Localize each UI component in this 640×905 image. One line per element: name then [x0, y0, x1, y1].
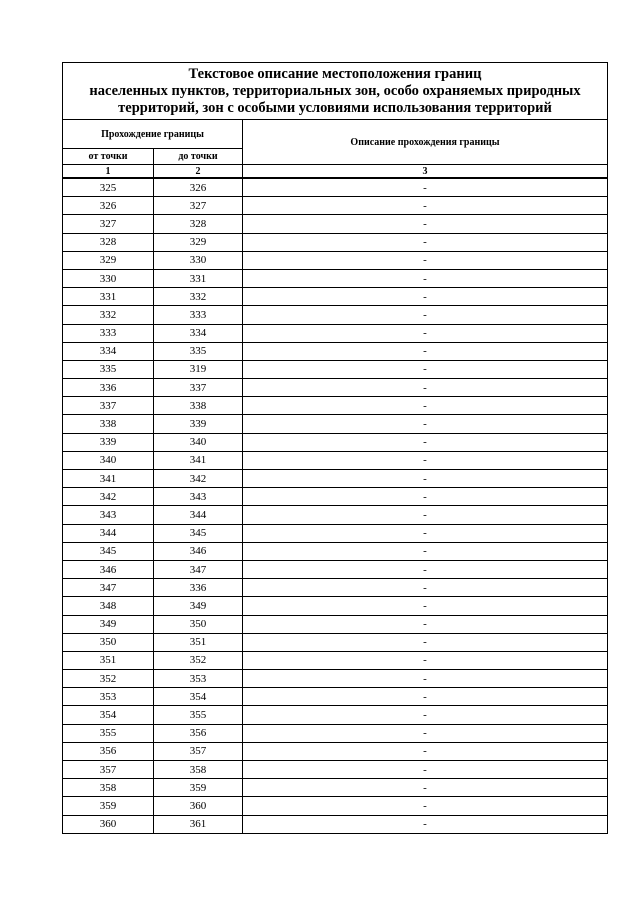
to-point-cell: 344: [154, 506, 243, 524]
from-point-cell: 342: [63, 488, 154, 506]
table-row: [63, 342, 608, 360]
from-point-cell: 331: [63, 288, 154, 306]
description-cell: -: [243, 524, 608, 542]
boundary-description-document: [62, 62, 607, 834]
description-cell: -: [243, 633, 608, 651]
table-row: [63, 470, 608, 488]
description-cell: -: [243, 197, 608, 215]
to-point-cell: 350: [154, 615, 243, 633]
description-cell: -: [243, 379, 608, 397]
from-point-cell: 358: [63, 779, 154, 797]
description-cell: -: [243, 324, 608, 342]
from-point-cell: 328: [63, 233, 154, 251]
from-point-cell: 355: [63, 724, 154, 742]
to-point-cell: 326: [154, 178, 243, 197]
to-point-cell: 341: [154, 451, 243, 469]
table-row: [63, 215, 608, 233]
to-point-cell: 361: [154, 815, 243, 833]
to-point-cell: 346: [154, 542, 243, 560]
table-row: [63, 597, 608, 615]
table-row: [63, 324, 608, 342]
column-number-3: 3: [243, 165, 608, 179]
table-row: [63, 288, 608, 306]
table-row: [63, 415, 608, 433]
to-point-cell: 336: [154, 579, 243, 597]
table-row: [63, 397, 608, 415]
table-row: [63, 724, 608, 742]
table-body: [63, 178, 608, 833]
from-point-cell: 346: [63, 560, 154, 578]
table-row: [63, 560, 608, 578]
from-point-cell: 350: [63, 633, 154, 651]
from-point-cell: 325: [63, 178, 154, 197]
header-boundary-passage: Прохождение границы: [63, 120, 243, 149]
to-point-cell: 338: [154, 397, 243, 415]
from-point-cell: 341: [63, 470, 154, 488]
to-point-cell: 335: [154, 342, 243, 360]
description-cell: -: [243, 688, 608, 706]
boundary-table: [62, 62, 608, 834]
title-line-2: населенных пунктов, территориальных зон, особо охраняемых природных: [89, 82, 581, 99]
from-point-cell: 344: [63, 524, 154, 542]
document-title: [63, 63, 608, 120]
to-point-cell: 337: [154, 379, 243, 397]
description-cell: -: [243, 815, 608, 833]
from-point-cell: 327: [63, 215, 154, 233]
description-cell: -: [243, 542, 608, 560]
to-point-cell: 332: [154, 288, 243, 306]
description-cell: -: [243, 560, 608, 578]
to-point-cell: 340: [154, 433, 243, 451]
description-cell: -: [243, 579, 608, 597]
from-point-cell: 334: [63, 342, 154, 360]
header-from-point: от точки: [63, 149, 154, 165]
to-point-cell: 353: [154, 670, 243, 688]
to-point-cell: 345: [154, 524, 243, 542]
from-point-cell: 354: [63, 706, 154, 724]
description-cell: -: [243, 360, 608, 378]
title-line-1: Текстовое описание местоположения границ: [188, 65, 482, 82]
table-row: [63, 761, 608, 779]
from-point-cell: 357: [63, 761, 154, 779]
description-cell: -: [243, 470, 608, 488]
description-cell: -: [243, 615, 608, 633]
from-point-cell: 359: [63, 797, 154, 815]
to-point-cell: 352: [154, 651, 243, 669]
table-row: [63, 178, 608, 197]
table-row: [63, 506, 608, 524]
to-point-cell: 343: [154, 488, 243, 506]
to-point-cell: 333: [154, 306, 243, 324]
from-point-cell: 356: [63, 742, 154, 760]
table-row: [63, 688, 608, 706]
description-cell: -: [243, 433, 608, 451]
to-point-cell: 347: [154, 560, 243, 578]
description-cell: -: [243, 724, 608, 742]
header-boundary-description: Описание прохождения границы: [243, 120, 608, 165]
description-cell: -: [243, 742, 608, 760]
from-point-cell: 345: [63, 542, 154, 560]
from-point-cell: 348: [63, 597, 154, 615]
from-point-cell: 337: [63, 397, 154, 415]
from-point-cell: 329: [63, 251, 154, 269]
description-cell: -: [243, 797, 608, 815]
description-cell: -: [243, 761, 608, 779]
to-point-cell: 355: [154, 706, 243, 724]
table-row: [63, 779, 608, 797]
description-cell: -: [243, 706, 608, 724]
table-row: [63, 360, 608, 378]
table-row: [63, 451, 608, 469]
to-point-cell: 319: [154, 360, 243, 378]
description-cell: -: [243, 451, 608, 469]
from-point-cell: 351: [63, 651, 154, 669]
title-line-3: территорий, зон с особыми условиями использования территорий: [118, 99, 552, 116]
to-point-cell: 354: [154, 688, 243, 706]
from-point-cell: 340: [63, 451, 154, 469]
table-row: [63, 197, 608, 215]
table-row: [63, 542, 608, 560]
table-row: [63, 269, 608, 287]
to-point-cell: 357: [154, 742, 243, 760]
description-cell: -: [243, 251, 608, 269]
column-number-2: 2: [154, 165, 243, 179]
description-cell: -: [243, 306, 608, 324]
to-point-cell: 339: [154, 415, 243, 433]
table-row: [63, 670, 608, 688]
from-point-cell: 330: [63, 269, 154, 287]
description-cell: -: [243, 488, 608, 506]
table-row: [63, 579, 608, 597]
from-point-cell: 326: [63, 197, 154, 215]
from-point-cell: 336: [63, 379, 154, 397]
description-cell: -: [243, 269, 608, 287]
table-row: [63, 797, 608, 815]
to-point-cell: 327: [154, 197, 243, 215]
table-row: [63, 815, 608, 833]
to-point-cell: 359: [154, 779, 243, 797]
from-point-cell: 349: [63, 615, 154, 633]
to-point-cell: 328: [154, 215, 243, 233]
from-point-cell: 343: [63, 506, 154, 524]
description-cell: -: [243, 506, 608, 524]
table-row: [63, 306, 608, 324]
from-point-cell: 352: [63, 670, 154, 688]
table-row: [63, 433, 608, 451]
from-point-cell: 335: [63, 360, 154, 378]
from-point-cell: 333: [63, 324, 154, 342]
description-cell: -: [243, 342, 608, 360]
table-row: [63, 651, 608, 669]
description-cell: -: [243, 288, 608, 306]
description-cell: -: [243, 651, 608, 669]
description-cell: -: [243, 597, 608, 615]
table-row: [63, 742, 608, 760]
table-row: [63, 488, 608, 506]
to-point-cell: 356: [154, 724, 243, 742]
to-point-cell: 349: [154, 597, 243, 615]
to-point-cell: 342: [154, 470, 243, 488]
table-row: [63, 524, 608, 542]
description-cell: -: [243, 233, 608, 251]
to-point-cell: 329: [154, 233, 243, 251]
column-number-1: 1: [63, 165, 154, 179]
table-row: [63, 233, 608, 251]
from-point-cell: 360: [63, 815, 154, 833]
from-point-cell: 332: [63, 306, 154, 324]
table-row: [63, 706, 608, 724]
description-cell: -: [243, 397, 608, 415]
to-point-cell: 331: [154, 269, 243, 287]
description-cell: -: [243, 779, 608, 797]
header-to-point: до точки: [154, 149, 243, 165]
table-row: [63, 251, 608, 269]
table-row: [63, 379, 608, 397]
description-cell: -: [243, 215, 608, 233]
from-point-cell: 339: [63, 433, 154, 451]
from-point-cell: 353: [63, 688, 154, 706]
table-row: [63, 633, 608, 651]
to-point-cell: 358: [154, 761, 243, 779]
from-point-cell: 338: [63, 415, 154, 433]
to-point-cell: 334: [154, 324, 243, 342]
description-cell: -: [243, 670, 608, 688]
description-cell: -: [243, 415, 608, 433]
table-row: [63, 615, 608, 633]
from-point-cell: 347: [63, 579, 154, 597]
description-cell: -: [243, 178, 608, 197]
to-point-cell: 330: [154, 251, 243, 269]
to-point-cell: 360: [154, 797, 243, 815]
to-point-cell: 351: [154, 633, 243, 651]
